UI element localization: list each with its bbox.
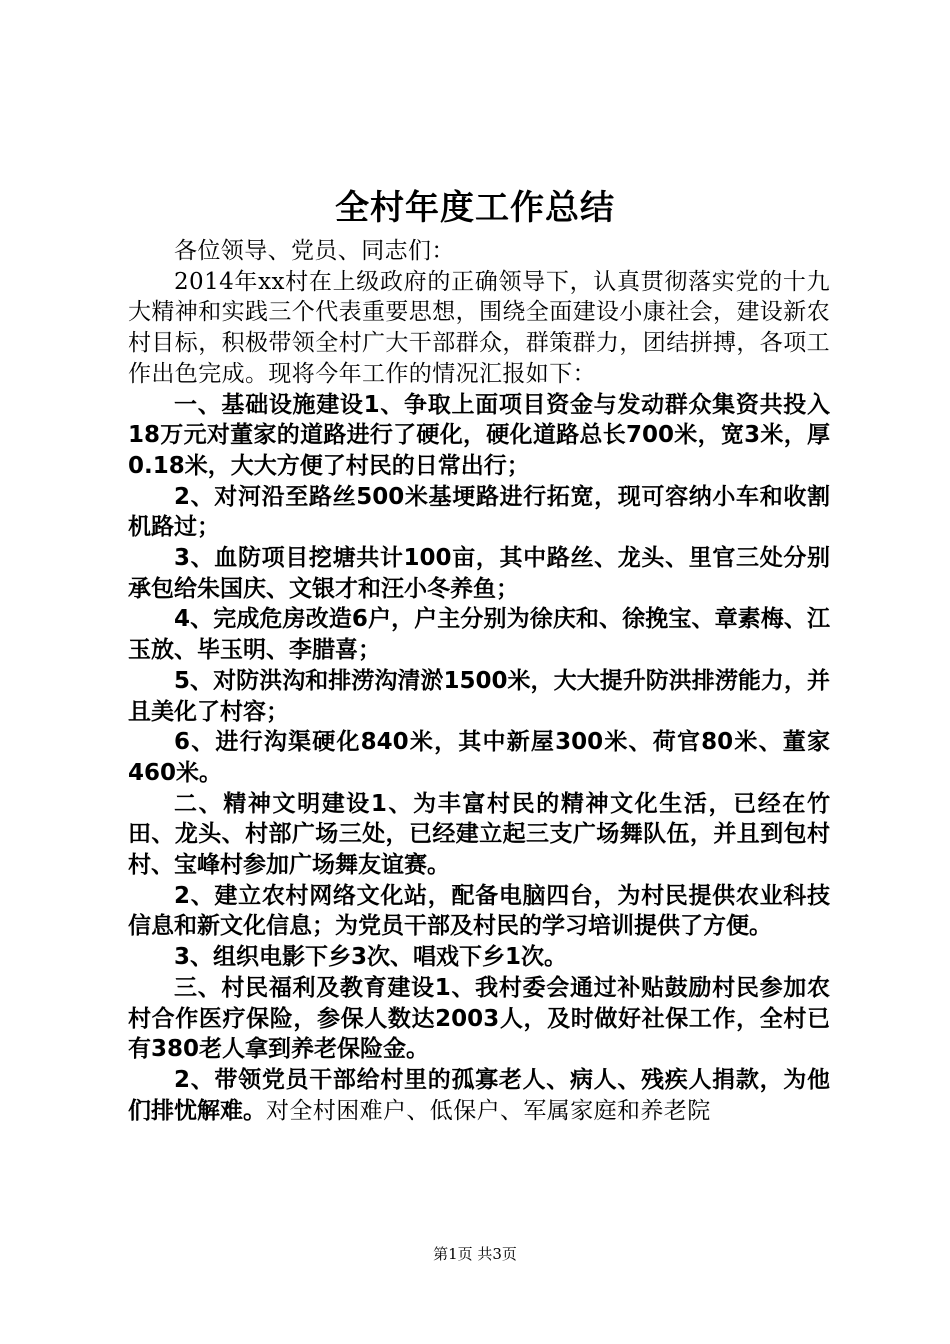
paragraph-welfare-2 bbox=[128, 1065, 830, 1126]
intro-paragraph: 2014年xx村在上级政府的正确领导下，认真贯彻落实党的十九大精神和实践三个代表重要思想，围绕全面建设小康社会，建设新农村目标，积极带领全村广大干部群众，群策群力，团结拼搏，各项工作出色完成。现将今年工作的情况汇报如下： bbox=[128, 268, 830, 387]
paragraph-culture-2: 2、建立农村网络文化站，配备电脑四台，为村民提供农业科技信息和新文化信息；为党员干部及村民的学习培训提供了方便。 bbox=[128, 882, 830, 940]
document-title: 全村年度工作总结 bbox=[335, 188, 615, 228]
paragraph-infrastructure-1: 一、基础设施建设1、争取上面项目资金与发动群众集资共投入18万元对董家的道路进行了硬化，硬化道路总长700米，宽3米，厚0.18米，大大方便了村民的日常出行； bbox=[128, 391, 830, 479]
page-footer: 第1页 共3页 bbox=[433, 1245, 517, 1263]
salutation: 各位领导、党员、同志们： bbox=[174, 238, 455, 264]
paragraph-infrastructure-6: 6、进行沟渠硬化840米，其中新屋300米、荷官80米、董家460米。 bbox=[128, 729, 830, 786]
paragraph-culture-1: 二、精神文明建设1、为丰富村民的精神文化生活，已经在竹田、龙头、村部广场三处，已经建立起三支广场舞队伍，并且到包村村、宝峰村参加广场舞友谊赛。 bbox=[128, 790, 830, 879]
paragraph-welfare-1: 三、村民福利及教育建设1、我村委会通过补贴鼓励村民参加农村合作医疗保险，参保人数达2003人，及时做好社保工作，全村已有380老人拿到养老保险金。 bbox=[128, 974, 830, 1063]
paragraph-infrastructure-4: 4、完成危房改造6户，户主分别为徐庆和、徐挽宝、章素梅、江玉放、毕玉明、李腊喜； bbox=[128, 606, 830, 664]
paragraph-infrastructure-3: 3、血防项目挖塘共计100亩，其中路丝、龙头、里官三处分别承包给朱国庆、文银才和汪小冬养鱼； bbox=[128, 545, 830, 602]
paragraph-welfare-2-continued: 对全村困难户、低保户、军属家庭和养老院 bbox=[266, 1097, 711, 1124]
paragraph-welfare-2-main: 2、带领党员干部给村里的孤寡老人、病人、残疾人捐款，为他们排忧解难。 bbox=[128, 1066, 830, 1124]
document-body bbox=[128, 236, 830, 1126]
paragraph-culture-3: 3、组织电影下乡3次、唱戏下乡1次。 bbox=[174, 944, 568, 971]
paragraph-infrastructure-5: 5、对防洪沟和排涝沟清淤1500米，大大提升防洪排涝能力，并且美化了村容； bbox=[128, 667, 830, 725]
paragraph-infrastructure-2: 2、对河沿至路丝500米基埂路进行拓宽，现可容纳小车和收割机路过； bbox=[128, 483, 830, 541]
